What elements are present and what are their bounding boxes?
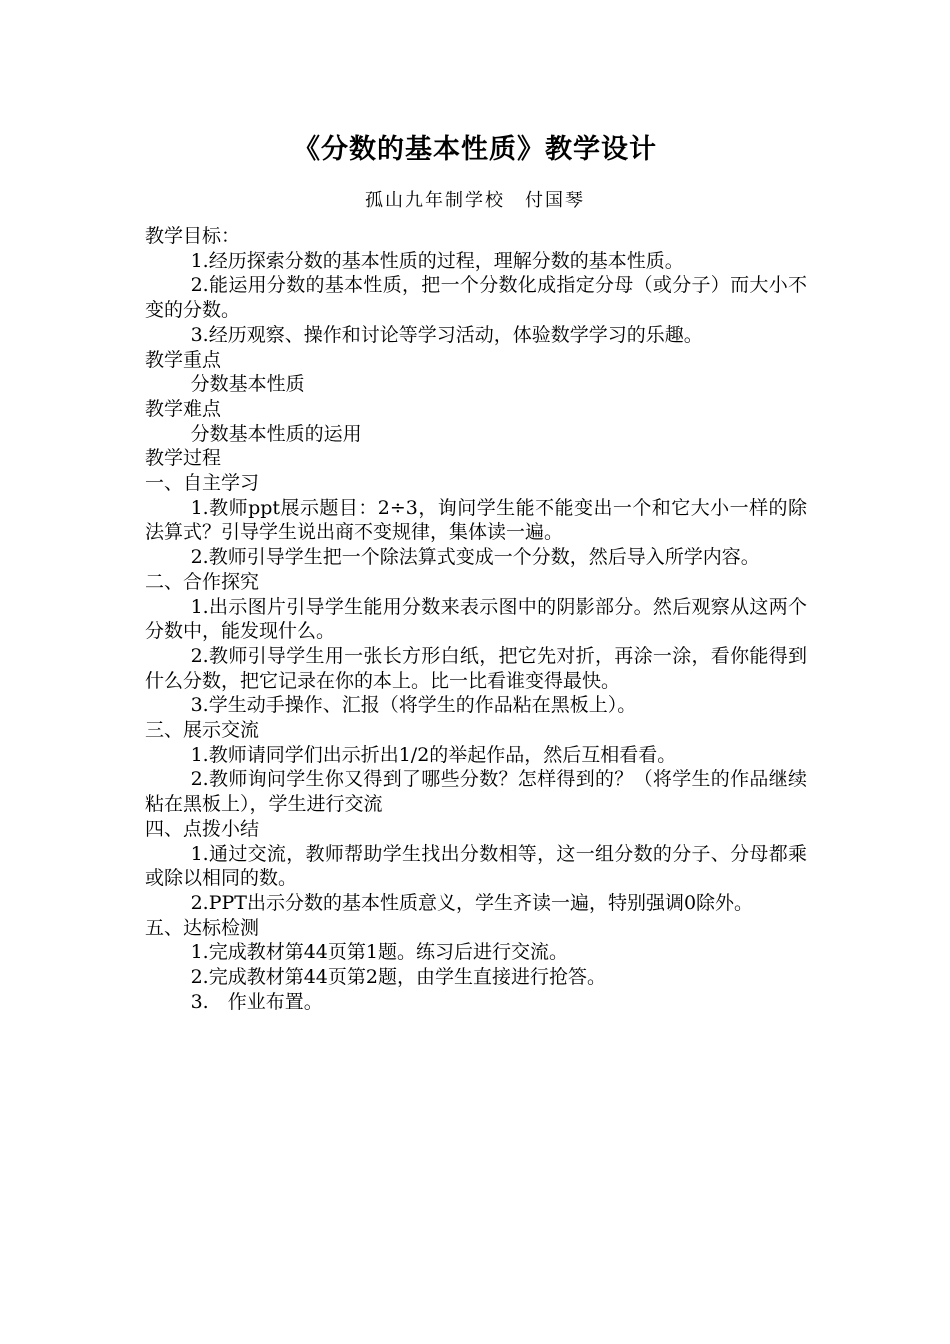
section-item: 1.教师请同学们出示折出1/2的举起作品，然后互相看看。: [190, 743, 677, 766]
goals-heading: 教学目标：: [145, 225, 241, 247]
section-heading: 五、达标检测: [145, 916, 260, 939]
section-item: 1.通过交流，教师帮助学生找出分数相等，这一组分数的分子、分母都乘或除以相同的数。: [145, 842, 807, 890]
section-item: 3. 作业布置。: [190, 990, 323, 1013]
section-item: 1.教师ppt展示题目：2÷3，询问学生能不能变出一个和它大小一样的除法算式？引导学生说出商不变规律，集体读一遍。: [145, 496, 807, 544]
section-item: 2.PPT出示分数的基本性质意义，学生齐读一遍，特别强调0除外。: [190, 891, 754, 914]
section-heading: 二、合作探究: [145, 570, 260, 593]
section-heading: 三、展示交流: [145, 719, 260, 742]
goal-item: 2.能运用分数的基本性质，把一个分数化成指定分母（或分子）而大小不变的分数。: [145, 274, 807, 322]
process-heading: 教学过程: [145, 447, 222, 470]
document-title: 《分数的基本性质》教学设计: [293, 134, 657, 165]
section-heading: 四、点拨小结: [145, 817, 260, 840]
difficulty-text: 分数基本性质的运用: [190, 422, 362, 445]
section-item: 2.教师询问学生你又得到了哪些分数？怎样得到的？（将学生的作品继续粘在黑板上），学生进行交流: [145, 768, 807, 816]
section-item: 1.出示图片引导学生能用分数来表示图中的阴影部分。然后观察从这两个分数中，能发现什么。: [145, 595, 807, 643]
document-author: 孤山九年制学校 付国琴: [365, 190, 585, 211]
section-item: 1.完成教材第44页第1题。练习后进行交流。: [190, 941, 568, 964]
section-item: 2.教师引导学生用一张长方形白纸，把它先对折，再涂一涂，看你能得到什么分数，把它记录在你的本上。比一比看谁变得最快。: [145, 644, 807, 692]
section-item: 2.教师引导学生把一个除法算式变成一个分数，然后导入所学内容。: [190, 546, 760, 569]
key-text: 分数基本性质: [190, 373, 305, 396]
goal-item: 1.经历探索分数的基本性质的过程，理解分数的基本性质。: [190, 249, 684, 272]
section-item: 2.完成教材第44页第2题，由学生直接进行抢答。: [190, 966, 606, 989]
section-heading: 一、自主学习: [145, 472, 260, 495]
key-heading: 教学重点: [145, 348, 222, 371]
document-body: [145, 224, 807, 1015]
section-item: 3.学生动手操作、汇报（将学生的作品粘在黑板上）。: [190, 694, 637, 717]
goal-item: 3.经历观察、操作和讨论等学习活动，体验数学学习的乐趣。: [190, 323, 703, 346]
difficulty-heading: 教学难点: [145, 397, 222, 420]
